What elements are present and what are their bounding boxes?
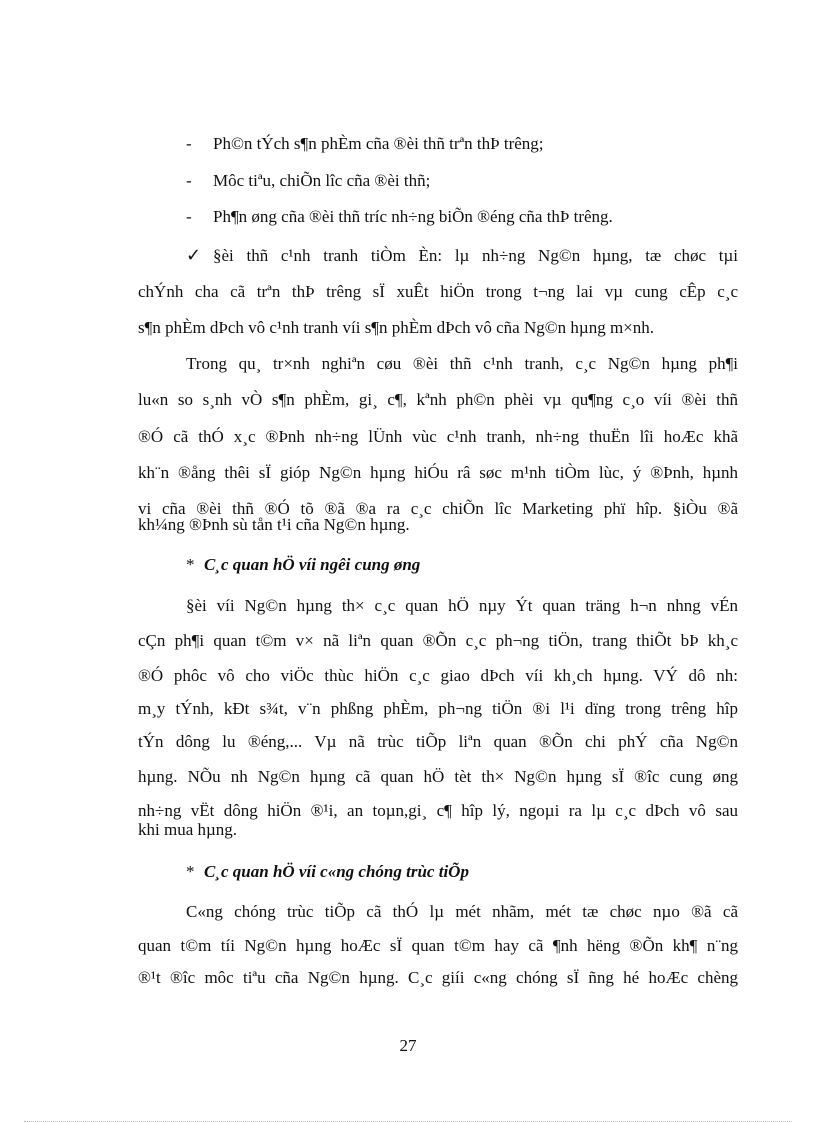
bullet-item bbox=[186, 207, 613, 227]
dash-marker: - bbox=[186, 134, 192, 153]
dash-marker: - bbox=[186, 207, 192, 226]
paragraph-line: chÝnh cha cã trªn thÞ trêng sÏ xuÊt hiÖn trong t¬ng lai vµ cung cÊp c¸c bbox=[138, 282, 738, 301]
bullet-text: Ph©n tÝch s¶n phÈm cña ®èi thñ trªn thÞ trêng; bbox=[213, 134, 544, 153]
paragraph-line: C«ng chóng trùc tiÕp cã thÓ lµ mét nhãm, mét tæ chøc nµo ®ã cã bbox=[186, 902, 738, 921]
paragraph-line: Trong qu¸ tr×nh nghiªn cøu ®èi thñ c¹nh tranh, c¸c Ng©n hµng ph¶i bbox=[186, 354, 738, 373]
section-heading bbox=[186, 555, 420, 575]
paragraph-line: s¶n phÈm dÞch vô c¹nh tranh víi s¶n phÈm dÞch vô cña Ng©n hµng m×nh. bbox=[138, 318, 655, 337]
paragraph-line: ®Ó phôc vô cho viÖc thùc hiÖn c¸c giao dÞch víi kh¸ch hµng. VÝ dô nh: bbox=[138, 666, 738, 685]
bullet-text: Ph¶n øng cña ®èi thñ tríc nh÷ng biÕn ®éng cña thÞ trêng. bbox=[213, 207, 613, 226]
heading-star: * bbox=[186, 555, 195, 574]
checkmark-icon: ✓ bbox=[186, 245, 202, 266]
paragraph-line bbox=[186, 246, 738, 266]
bullet-text: Môc tiªu, chiÕn lîc cña ®èi thñ; bbox=[213, 171, 431, 190]
heading-star: * bbox=[186, 862, 195, 881]
page-number: 27 bbox=[399, 1036, 417, 1055]
heading-text: C¸c quan hÖ víi ngêi cung øng bbox=[204, 555, 421, 574]
paragraph-line: m¸y tÝnh, kÐt s¾t, v¨n phßng phÈm, ph¬ng tiÖn ®i l¹i dïng trong trêng hîp bbox=[138, 699, 738, 718]
paragraph-line: khi mua hµng. bbox=[138, 820, 238, 839]
paragraph-line: ®¹t ®îc môc tiªu cña Ng©n hµng. C¸c giíi c«ng chóng sÏ ñng hé hoÆc chèng bbox=[138, 968, 738, 987]
paragraph-line: kh¼ng ®Þnh sù tån t¹i cña Ng©n hµng. bbox=[138, 515, 410, 534]
paragraph-line: ®Ó cã thÓ x¸c ®Þnh nh÷ng lÜnh vùc c¹nh tranh, nh÷ng thuËn lîi hoÆc khã bbox=[138, 427, 738, 446]
paragraph-line: §èi víi Ng©n hµng th× c¸c quan hÖ nµy Ýt quan träng h¬n nhng vÉn bbox=[186, 596, 738, 615]
paragraph-line: lu«n so s¸nh vÒ s¶n phÈm, gi¸ c¶, kªnh ph©n phèi vµ qu¶ng c¸o víi ®èi thñ bbox=[138, 390, 738, 409]
paragraph-line: cÇn ph¶i quan t©m v× nã liªn quan ®Õn c¸c ph¬ng tiÖn, trang thiÕt bÞ kh¸c bbox=[138, 631, 738, 650]
paragraph-line: kh¨n ®ång thêi sÏ gióp Ng©n hµng hiÓu râ søc m¹nh tiÒm lùc, ý ®Þnh, hµnh bbox=[138, 463, 738, 482]
heading-text: C¸c quan hÖ víi c«ng chóng trùc tiÕp bbox=[204, 862, 469, 881]
dash-marker: - bbox=[186, 171, 192, 190]
bullet-item bbox=[186, 171, 430, 191]
bullet-item bbox=[186, 134, 544, 154]
paragraph-line: tÝn dông lu ®éng,... Vµ nã trùc tiÕp liªn quan ®Õn chi phÝ cña Ng©n bbox=[138, 732, 738, 751]
page-bottom-rule bbox=[24, 1121, 792, 1122]
paragraph-line: vi cña ®èi thñ ®Ó tõ ®ã ®a ra c¸c chiÕn lîc Marketing phï hîp. §iÒu ®ã bbox=[138, 499, 738, 518]
section-heading bbox=[186, 862, 469, 882]
paragraph-line: quan t©m tíi Ng©n hµng hoÆc sÏ quan t©m hay cã ¶nh hëng ®Õn kh¶ n¨ng bbox=[138, 936, 738, 955]
paragraph-text: §èi thñ c¹nh tranh tiÒm Èn: lµ nh÷ng Ng©n hµng, tæ chøc tµi bbox=[213, 246, 738, 265]
paragraph-line: hµng. NÕu nh Ng©n hµng cã quan hÖ tèt th× Ng©n hµng sÏ ®îc cung øng bbox=[138, 767, 738, 786]
paragraph-line: nh÷ng vËt dông hiÖn ®¹i, an toµn,gi¸ c¶ hîp lý, ngoµi ra lµ c¸c dÞch vô sau bbox=[138, 801, 738, 820]
